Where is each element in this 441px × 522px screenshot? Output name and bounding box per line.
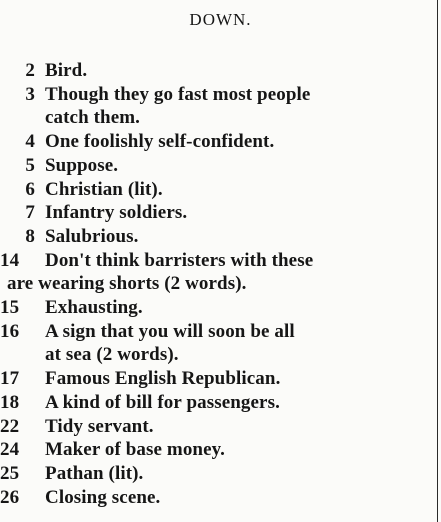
- clue-text: Famous English Republican.: [45, 368, 281, 390]
- clue-text: Christian (lit).: [45, 178, 163, 200]
- clue-text: Tidy servant.: [45, 415, 154, 437]
- clue-item: [0, 59, 432, 83]
- clue-text: Salubrious.: [45, 225, 139, 247]
- clue-number: 16: [0, 320, 20, 342]
- clue-number: 15: [0, 297, 20, 319]
- clue-text: Suppose.: [45, 154, 119, 176]
- clue-text: Bird.: [45, 60, 88, 81]
- clue-number: 2: [25, 60, 35, 81]
- clue-text: One foolishly self-confident.: [45, 131, 275, 153]
- column-rule: [437, 0, 438, 522]
- section-heading: DOWN.: [189, 10, 252, 29]
- clue-text: Exhausting.: [45, 297, 143, 319]
- clue-number: 26: [0, 486, 20, 508]
- clue-item: [0, 462, 432, 486]
- clue-number: 22: [0, 415, 20, 437]
- clue-item: [0, 415, 432, 439]
- clue-number: 8: [25, 225, 35, 247]
- clue-number: 25: [0, 462, 20, 484]
- clue-number: 3: [25, 83, 35, 105]
- clue-list: [0, 59, 432, 509]
- clue-number: 6: [25, 178, 35, 200]
- clue-number: 24: [0, 439, 20, 461]
- clue-text-continuation: catch them.: [45, 107, 141, 129]
- clue-item: [0, 178, 432, 202]
- clue-text: Though they go fast most people: [45, 83, 311, 105]
- clue-text: Pathan (lit).: [45, 462, 144, 484]
- clue-number: 18: [0, 391, 20, 413]
- clue-item: [0, 391, 432, 415]
- clue-number: 4: [25, 131, 35, 153]
- clue-item: [0, 83, 432, 130]
- clue-item: [0, 249, 432, 296]
- clue-item: [0, 367, 432, 391]
- clue-text-continuation: are wearing shorts (2 words).: [7, 273, 247, 295]
- clue-text: A kind of bill for passengers.: [45, 391, 280, 413]
- clue-number: 5: [25, 154, 35, 176]
- clue-number: 17: [0, 368, 20, 390]
- clue-number: 14: [0, 249, 20, 271]
- clue-text: Don't think barristers with these: [45, 249, 314, 271]
- clue-text-continuation: at sea (2 words).: [45, 344, 179, 366]
- clue-item: [0, 438, 432, 462]
- clue-item: [0, 201, 432, 225]
- clue-item: [0, 486, 432, 510]
- clue-text: A sign that you will soon be all: [45, 320, 295, 342]
- clue-item: [0, 130, 432, 154]
- clue-item: [0, 225, 432, 249]
- clue-text: Infantry soldiers.: [45, 202, 188, 224]
- clue-item: [0, 154, 432, 178]
- clue-item: [0, 320, 432, 367]
- clue-text: Maker of base money.: [45, 439, 226, 461]
- clue-number: 7: [25, 202, 35, 224]
- clue-item: [0, 296, 432, 320]
- clue-text: Closing scene.: [45, 486, 161, 508]
